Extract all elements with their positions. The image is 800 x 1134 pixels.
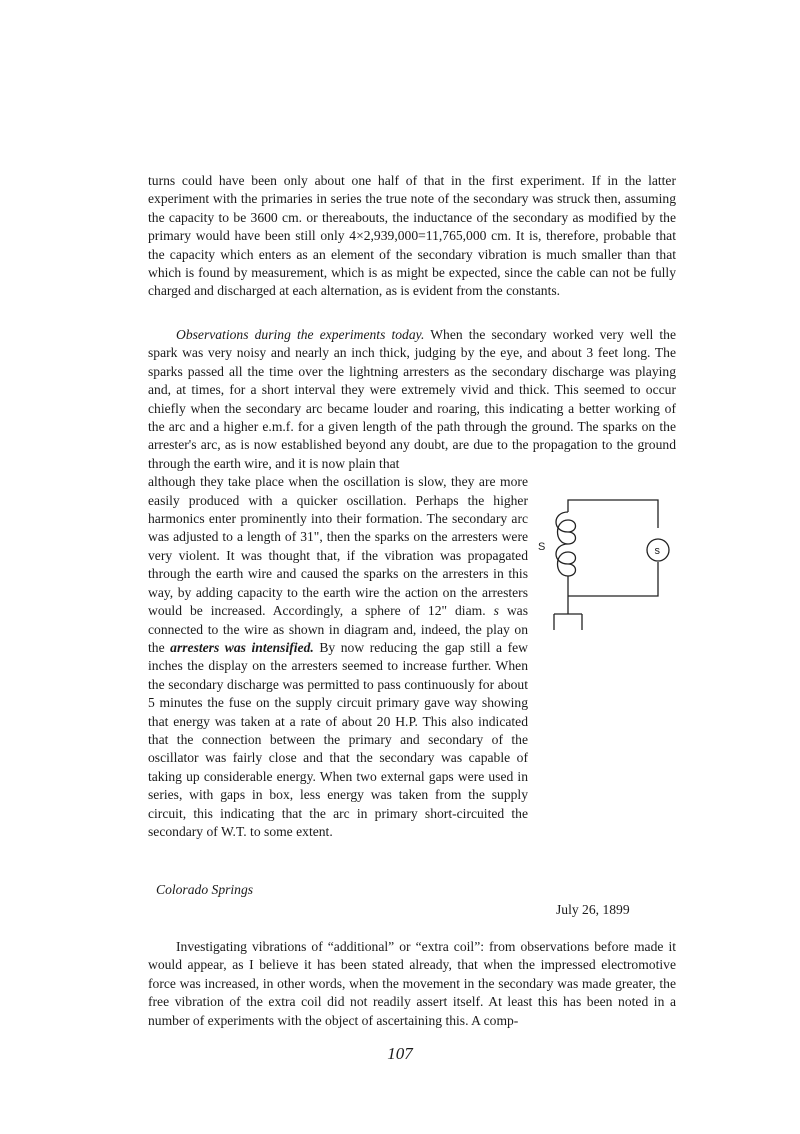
paragraph-2-top xyxy=(148,326,676,473)
page-number: 107 xyxy=(387,1044,413,1063)
diagram-ground xyxy=(554,596,582,630)
paragraph-3 xyxy=(148,938,676,1030)
paragraph-3-text: Investigating vibrations of “additional” or “extra coil”: from observations before made it would appear, as I believe it has been stated already, that when the impressed electromotive force was increased, in other words, when the movement in the secondary was made greater, the free vibration of the extra coil did not readily assert itself. At least this has been noted in a number of experiments with the object of ascertaining this. A comp- xyxy=(148,939,676,1028)
paragraph-2-wrap-text: although they take place when the oscillation is slow, they are more easily produced with a quicker oscillation. Perhaps the higher harmonics enter prominently into their formation. The secondary arc was adjusted to a length of 31", then the sparks on the arresters were very violent. It was thought that, if the vibration was propagated through the earth wire and caused the sparks on the arresters in this way, by adding capacity to the earth wire the action on the arresters would be increased. Accordingly, a sphere of 12" diam. xyxy=(148,474,528,619)
diagram-secondary-label: S xyxy=(538,541,546,553)
diagram-sphere-label: s xyxy=(654,545,660,557)
circuit-diagram xyxy=(530,490,670,640)
paragraph-2-wrap xyxy=(148,473,528,841)
diagram-wire-top xyxy=(568,500,658,528)
paragraph-2-top-text: When the secondary worked very well the spark was very noisy and nearly an inch thick, judging by the eye, and about 3 feet long. The sparks passed all the time over the lightning arresters as the secondary discharge was playing and, at times, for a short interval they were extremely vivid and thick. This seemed to occur chiefly when the secondary arc became louder and roaring, this indicating a better working of the arc and a higher e.m.f. for a given length of the path through the ground. The sparks on the arrester's arc, as is now established beyond any doubt, are due to the propagation to the ground through the earth wire, and it is now plain that xyxy=(148,327,676,471)
diagram-coil xyxy=(556,512,576,576)
place-heading: Colorado Springs xyxy=(156,882,254,897)
date-heading: July 26, 1899 xyxy=(556,902,630,917)
paragraph-2-bottom: By now reducing the gap still a few inches the display on the arresters seemed to increase further. When the secondary discharge was permitted to pass continuously for about 5 minutes the fuse on the supply circuit primary gave way showing that energy was taken at a rate of about 20 H.P. This also indicated that the connection between the primary and secondary of the oscillator was fairly close and that the secondary was capable of taking up considerable energy. When two external gaps were used in series, with gaps in box, less energy was taken from the supply circuit, this indicating that the arc in primary short-circuited the secondary of W.T. to some extent. xyxy=(148,639,528,839)
paragraph-2-lead: Observations during the experiments today. xyxy=(176,327,425,342)
paragraph-1 xyxy=(148,172,676,301)
diagram-wire-bottom xyxy=(568,562,658,596)
paragraph-1-text: turns could have been only about one half of that in the first experiment. If in the latter experiment with the primaries in series the true note of the secondary was struck then, assuming the capacity to be 3600 cm. or thereabouts, the inductance of the secondary as modified by the primary would have been still only 4×2,939,000=11,765,000 cm. It is, therefore, probable that the capacity which enters as an element of the secondary vibration is much smaller than that which is found by measurement, which is as might be expected, since the cable can not be fully charged and discharged at each alternation, as is evident from the constants. xyxy=(148,173,676,299)
paragraph-2-wrap-end: was connected to the wire as shown in diagram and, indeed, the play on the xyxy=(148,603,528,655)
italic-s: s xyxy=(493,603,499,619)
italic-arresters: arresters was intensified. xyxy=(170,639,314,655)
